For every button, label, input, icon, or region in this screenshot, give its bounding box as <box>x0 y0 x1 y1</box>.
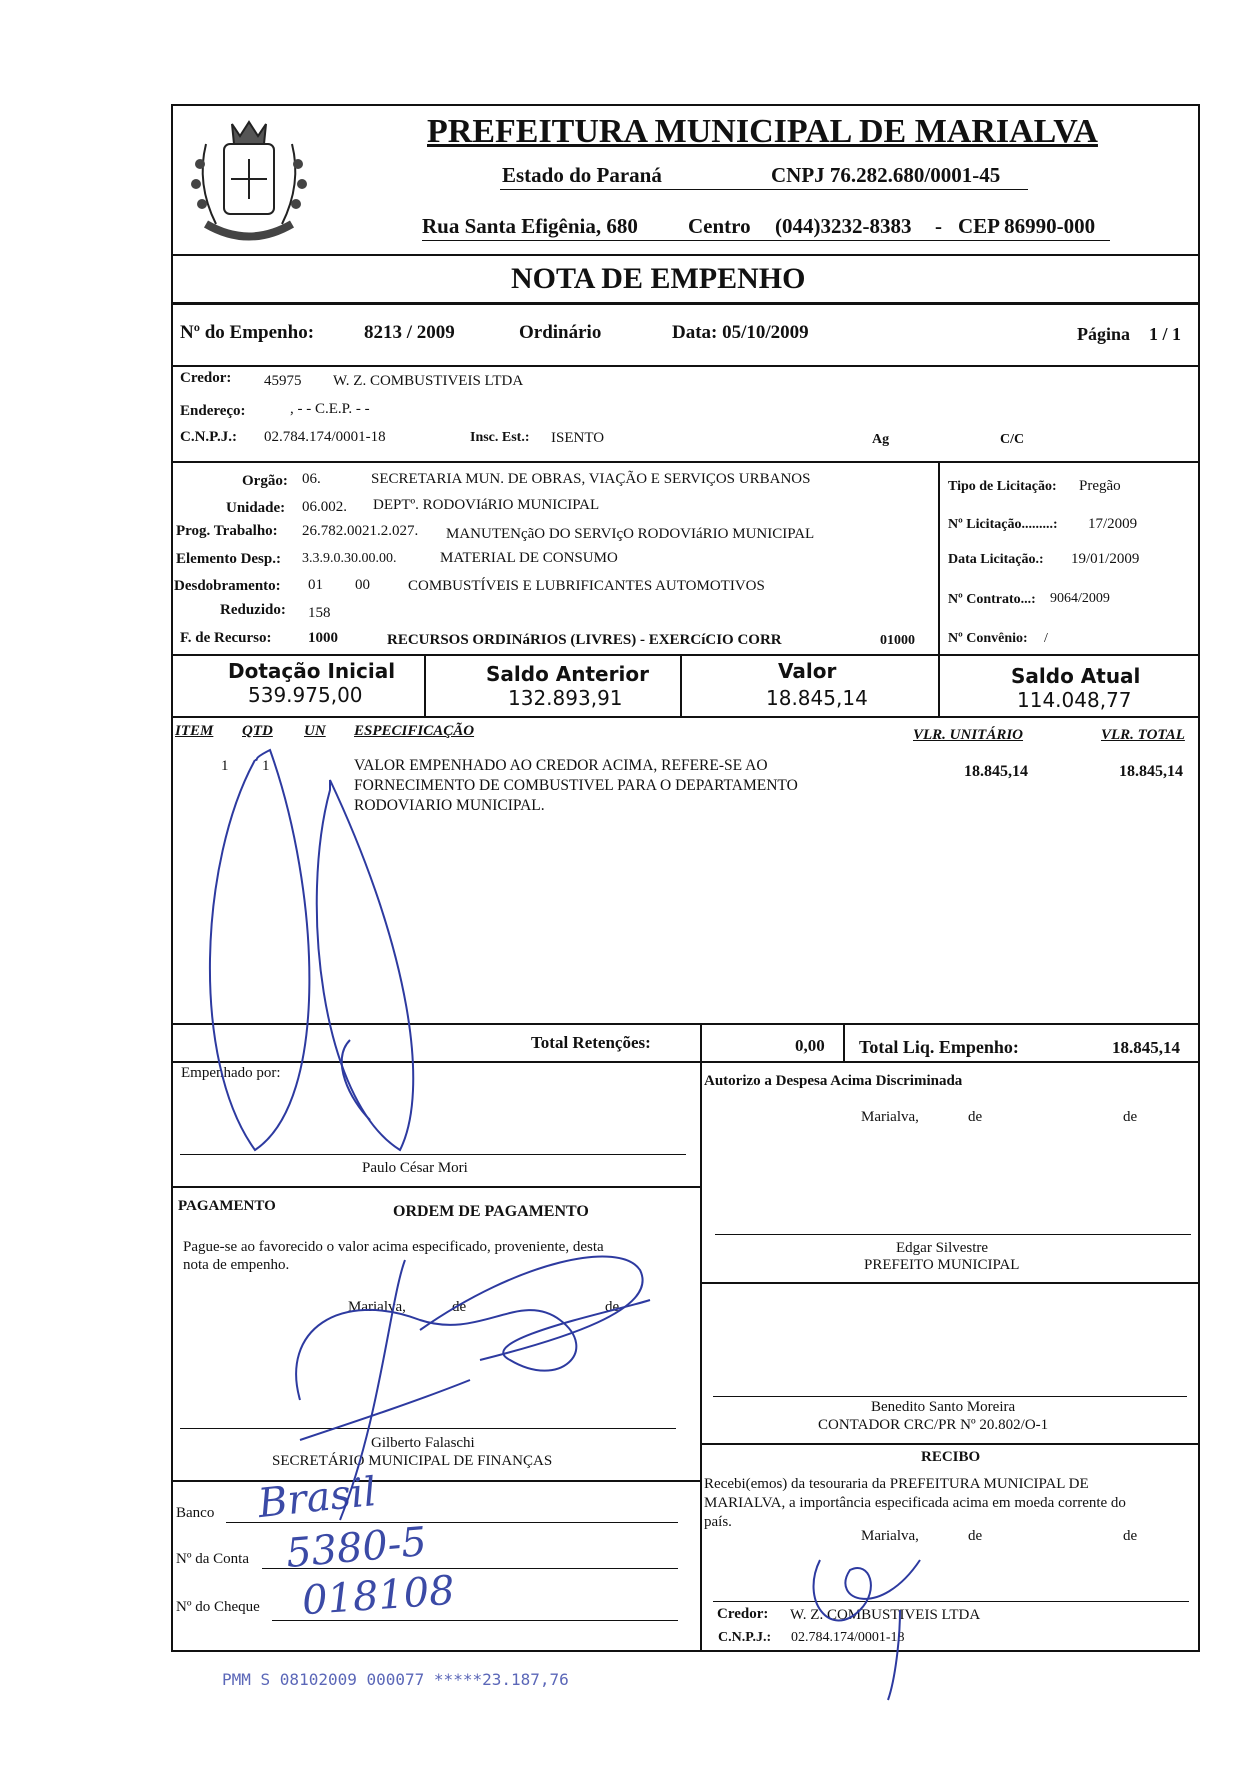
elemento-name: MATERIAL DE CONSUMO <box>440 550 618 566</box>
credor-code: 45975 <box>264 373 302 389</box>
orgao-name: SECRETARIA MUN. DE OBRAS, VIAÇÃO E SERVIÇOS URBANOS <box>371 471 811 487</box>
item-number: 1 <box>221 758 229 774</box>
item-spec-line1: VALOR EMPENHADO AO CREDOR ACIMA, REFERE-SE AO <box>354 757 768 774</box>
print-stamp: PMM S 08102009 000077 *****23.187,76 <box>222 1670 569 1689</box>
reduzido-label: Reduzido: <box>220 602 286 618</box>
saldo-anterior-value: 132.893,91 <box>508 686 623 710</box>
un-header: UN <box>304 723 326 739</box>
spec-header: ESPECIFICAÇÃO <box>354 723 475 739</box>
conta-label: Nº da Conta <box>176 1551 249 1567</box>
unit-value-header: VLR. UNITÁRIO <box>913 727 1024 743</box>
insc-value: ISENTO <box>551 430 605 446</box>
recibo-cnpj-label: C.N.P.J.: <box>718 1630 772 1645</box>
cheque-handwritten: 018108 <box>300 1567 457 1625</box>
insc-label: Insc. Est.: <box>470 430 530 445</box>
total-retencoes-value: 0,00 <box>795 1036 825 1055</box>
pague-se-line2: nota de empenho. <box>183 1257 290 1273</box>
prog-name: MANUTENçãO DO SERVIçO RODOVIáRIO MUNICIPAL <box>446 526 815 542</box>
dotacao-inicial-label: Dotação Inicial <box>228 659 396 683</box>
item-qtd: 1 <box>262 758 270 774</box>
credor-cnpj-label: C.N.P.J.: <box>180 429 237 445</box>
recurso-code: 1000 <box>308 630 338 646</box>
page-number: 1 / 1 <box>1149 324 1182 344</box>
coat-of-arms-logo <box>176 104 322 254</box>
empenhado-por-name: Paulo César Mori <box>362 1160 468 1176</box>
recurso-code2: 01000 <box>880 633 915 648</box>
orgao-label: Orgão: <box>242 473 288 489</box>
banco-handwritten: Brasil <box>255 1468 379 1528</box>
empenho-date: Data: 05/10/2009 <box>672 322 809 343</box>
desdobramento-name: COMBUSTÍVEIS E LUBRIFICANTES AUTOMOTIVOS <box>408 578 765 594</box>
prefeito-signature-line <box>715 1234 1191 1235</box>
autorizo-label: Autorizo a Despesa Acima Discriminada <box>704 1073 963 1089</box>
phone-label: (044)3232-8383 <box>775 214 912 238</box>
ag-label: Ag <box>872 432 890 447</box>
unidade-code: 06.002. <box>302 499 347 515</box>
recibo-credor-label: Credor: <box>717 1606 769 1622</box>
convenio-label: Nº Convênio: <box>948 631 1028 646</box>
pague-se-line1: Pague-se ao favorecido o valor acima especificado, proveniente, desta <box>183 1239 604 1255</box>
empenho-type: Ordinário <box>519 322 602 343</box>
item-header: ITEM <box>175 723 214 739</box>
recibo-marialva: Marialva, <box>861 1528 919 1544</box>
dash-separator: - <box>935 214 942 238</box>
recibo-line2: MARIALVA, a importância especificada acima em moeda corrente do <box>704 1495 1126 1511</box>
banco-label: Banco <box>176 1505 215 1521</box>
valor-value: 18.845,14 <box>766 686 868 710</box>
recurso-name: RECURSOS ORDINáRIOS (LIVRES) - EXERCíCIO CORR <box>387 632 782 648</box>
endereco-value: , - - C.E.P. - - <box>290 401 370 417</box>
credor-name: W. Z. COMBUSTIVEIS LTDA <box>333 373 524 389</box>
credor-label: Credor: <box>180 370 232 386</box>
autorizo-de-2: de <box>1123 1109 1138 1125</box>
item-spec-line3: RODOVIARIO MUNICIPAL. <box>354 797 545 814</box>
total-value-header: VLR. TOTAL <box>1101 727 1185 743</box>
secretario-signature-line <box>180 1428 676 1429</box>
desdobramento-label: Desdobramento: <box>174 578 281 594</box>
total-liquido-value: 18.845,14 <box>1112 1038 1180 1057</box>
unidade-name: DEPTº. RODOVIáRIO MUNICIPAL <box>373 497 600 513</box>
secretario-name: Gilberto Falaschi <box>371 1435 475 1451</box>
unidade-label: Unidade: <box>226 500 286 516</box>
cep-label: CEP 86990-000 <box>958 214 1096 238</box>
recibo-line1: Recebi(emos) da tesouraria da PREFEITURA MUNICIPAL DE <box>704 1476 1089 1492</box>
recibo-line3: país. <box>704 1514 732 1530</box>
saldo-atual-label: Saldo Atual <box>1011 664 1141 688</box>
saldo-anterior-label: Saldo Anterior <box>486 662 649 686</box>
dotacao-inicial-value: 539.975,00 <box>248 683 363 707</box>
convenio-value: / <box>1044 631 1048 646</box>
prog-code: 26.782.0021.2.027. <box>302 523 419 539</box>
pagamento-marialva: Marialva, <box>348 1299 406 1315</box>
saldo-atual-value: 114.048,77 <box>1017 688 1132 712</box>
empenho-number: 8213 / 2009 <box>364 322 455 343</box>
header-underline <box>500 189 1028 190</box>
secretario-title: SECRETÁRIO MUNICIPAL DE FINANÇAS <box>272 1453 553 1469</box>
empenhado-signature-line <box>180 1154 686 1155</box>
document-title: NOTA DE EMPENHO <box>511 262 806 295</box>
autorizo-de-1: de <box>968 1109 983 1125</box>
contrato-value: 9064/2009 <box>1050 591 1110 606</box>
state-label: Estado do Paraná <box>502 163 662 187</box>
recibo-signature-line <box>713 1601 1189 1602</box>
cheque-label: Nº do Cheque <box>176 1599 260 1615</box>
prefeito-title: PREFEITO MUNICIPAL <box>864 1257 1020 1273</box>
tipo-licitacao-label: Tipo de Licitação: <box>948 479 1057 494</box>
page-label: Página <box>1077 324 1131 344</box>
empenhado-por-label: Empenhado por: <box>181 1065 281 1081</box>
numero-licitacao-label: Nº Licitação.........: <box>948 517 1058 532</box>
recibo-credor-name: W. Z. COMBUSTIVEIS LTDA <box>790 1607 981 1623</box>
qtd-header: QTD <box>242 723 273 739</box>
reduzido-value: 158 <box>308 605 331 621</box>
address-label: Rua Santa Efigênia, 680 <box>422 214 638 238</box>
contador-title: CONTADOR CRC/PR Nº 20.802/O-1 <box>818 1417 1049 1433</box>
recibo-label: RECIBO <box>921 1449 981 1465</box>
pagamento-de-1: de <box>452 1299 467 1315</box>
desdobramento-code2: 00 <box>355 577 370 593</box>
prefeito-name: Edgar Silvestre <box>896 1240 989 1256</box>
data-licitacao-value: 19/01/2009 <box>1071 551 1140 567</box>
address-underline <box>422 240 1110 241</box>
empenho-number-label: Nº do Empenho: <box>180 322 315 343</box>
elemento-code: 3.3.9.0.30.00.00. <box>302 551 397 566</box>
elemento-label: Elemento Desp.: <box>176 551 281 567</box>
recurso-label: F. de Recurso: <box>180 630 272 646</box>
desdobramento-code1: 01 <box>308 577 323 593</box>
endereco-label: Endereço: <box>180 403 246 419</box>
prog-label: Prog. Trabalho: <box>176 523 278 539</box>
credor-cnpj: 02.784.174/0001-18 <box>264 429 386 445</box>
numero-licitacao-value: 17/2009 <box>1088 516 1138 532</box>
item-total-value: 18.845,14 <box>1119 763 1183 780</box>
item-unit-value: 18.845,14 <box>964 763 1028 780</box>
contador-name: Benedito Santo Moreira <box>871 1399 1016 1415</box>
prefeitura-title: PREFEITURA MUNICIPAL DE MARIALVA <box>427 113 1098 150</box>
recibo-de-2: de <box>1123 1528 1138 1544</box>
contrato-label: Nº Contrato...: <box>948 592 1036 607</box>
tipo-licitacao-value: Pregão <box>1079 478 1121 494</box>
recibo-cnpj-value: 02.784.174/0001-18 <box>791 1630 905 1645</box>
cnpj-label: CNPJ 76.282.680/0001-45 <box>771 163 1001 187</box>
contador-signature-line <box>713 1396 1187 1397</box>
pagamento-de-2: de <box>605 1299 620 1315</box>
recibo-de-1: de <box>968 1528 983 1544</box>
valor-label: Valor <box>778 659 837 683</box>
total-retencoes-label: Total Retenções: <box>531 1033 651 1052</box>
data-licitacao-label: Data Licitação.: <box>948 552 1044 567</box>
total-liquido-label: Total Liq. Empenho: <box>859 1037 1019 1057</box>
district-label: Centro <box>688 214 751 238</box>
cc-label: C/C <box>1000 432 1025 447</box>
pagamento-label: PAGAMENTO <box>178 1198 276 1214</box>
orgao-code: 06. <box>302 471 321 487</box>
conta-handwritten: 5380-5 <box>284 1518 429 1578</box>
ordem-pagamento-label: ORDEM DE PAGAMENTO <box>393 1203 589 1220</box>
autorizo-marialva: Marialva, <box>861 1109 919 1125</box>
item-spec-line2: FORNECIMENTO DE COMBUSTIVEL PARA O DEPARTAMENTO <box>354 777 798 794</box>
